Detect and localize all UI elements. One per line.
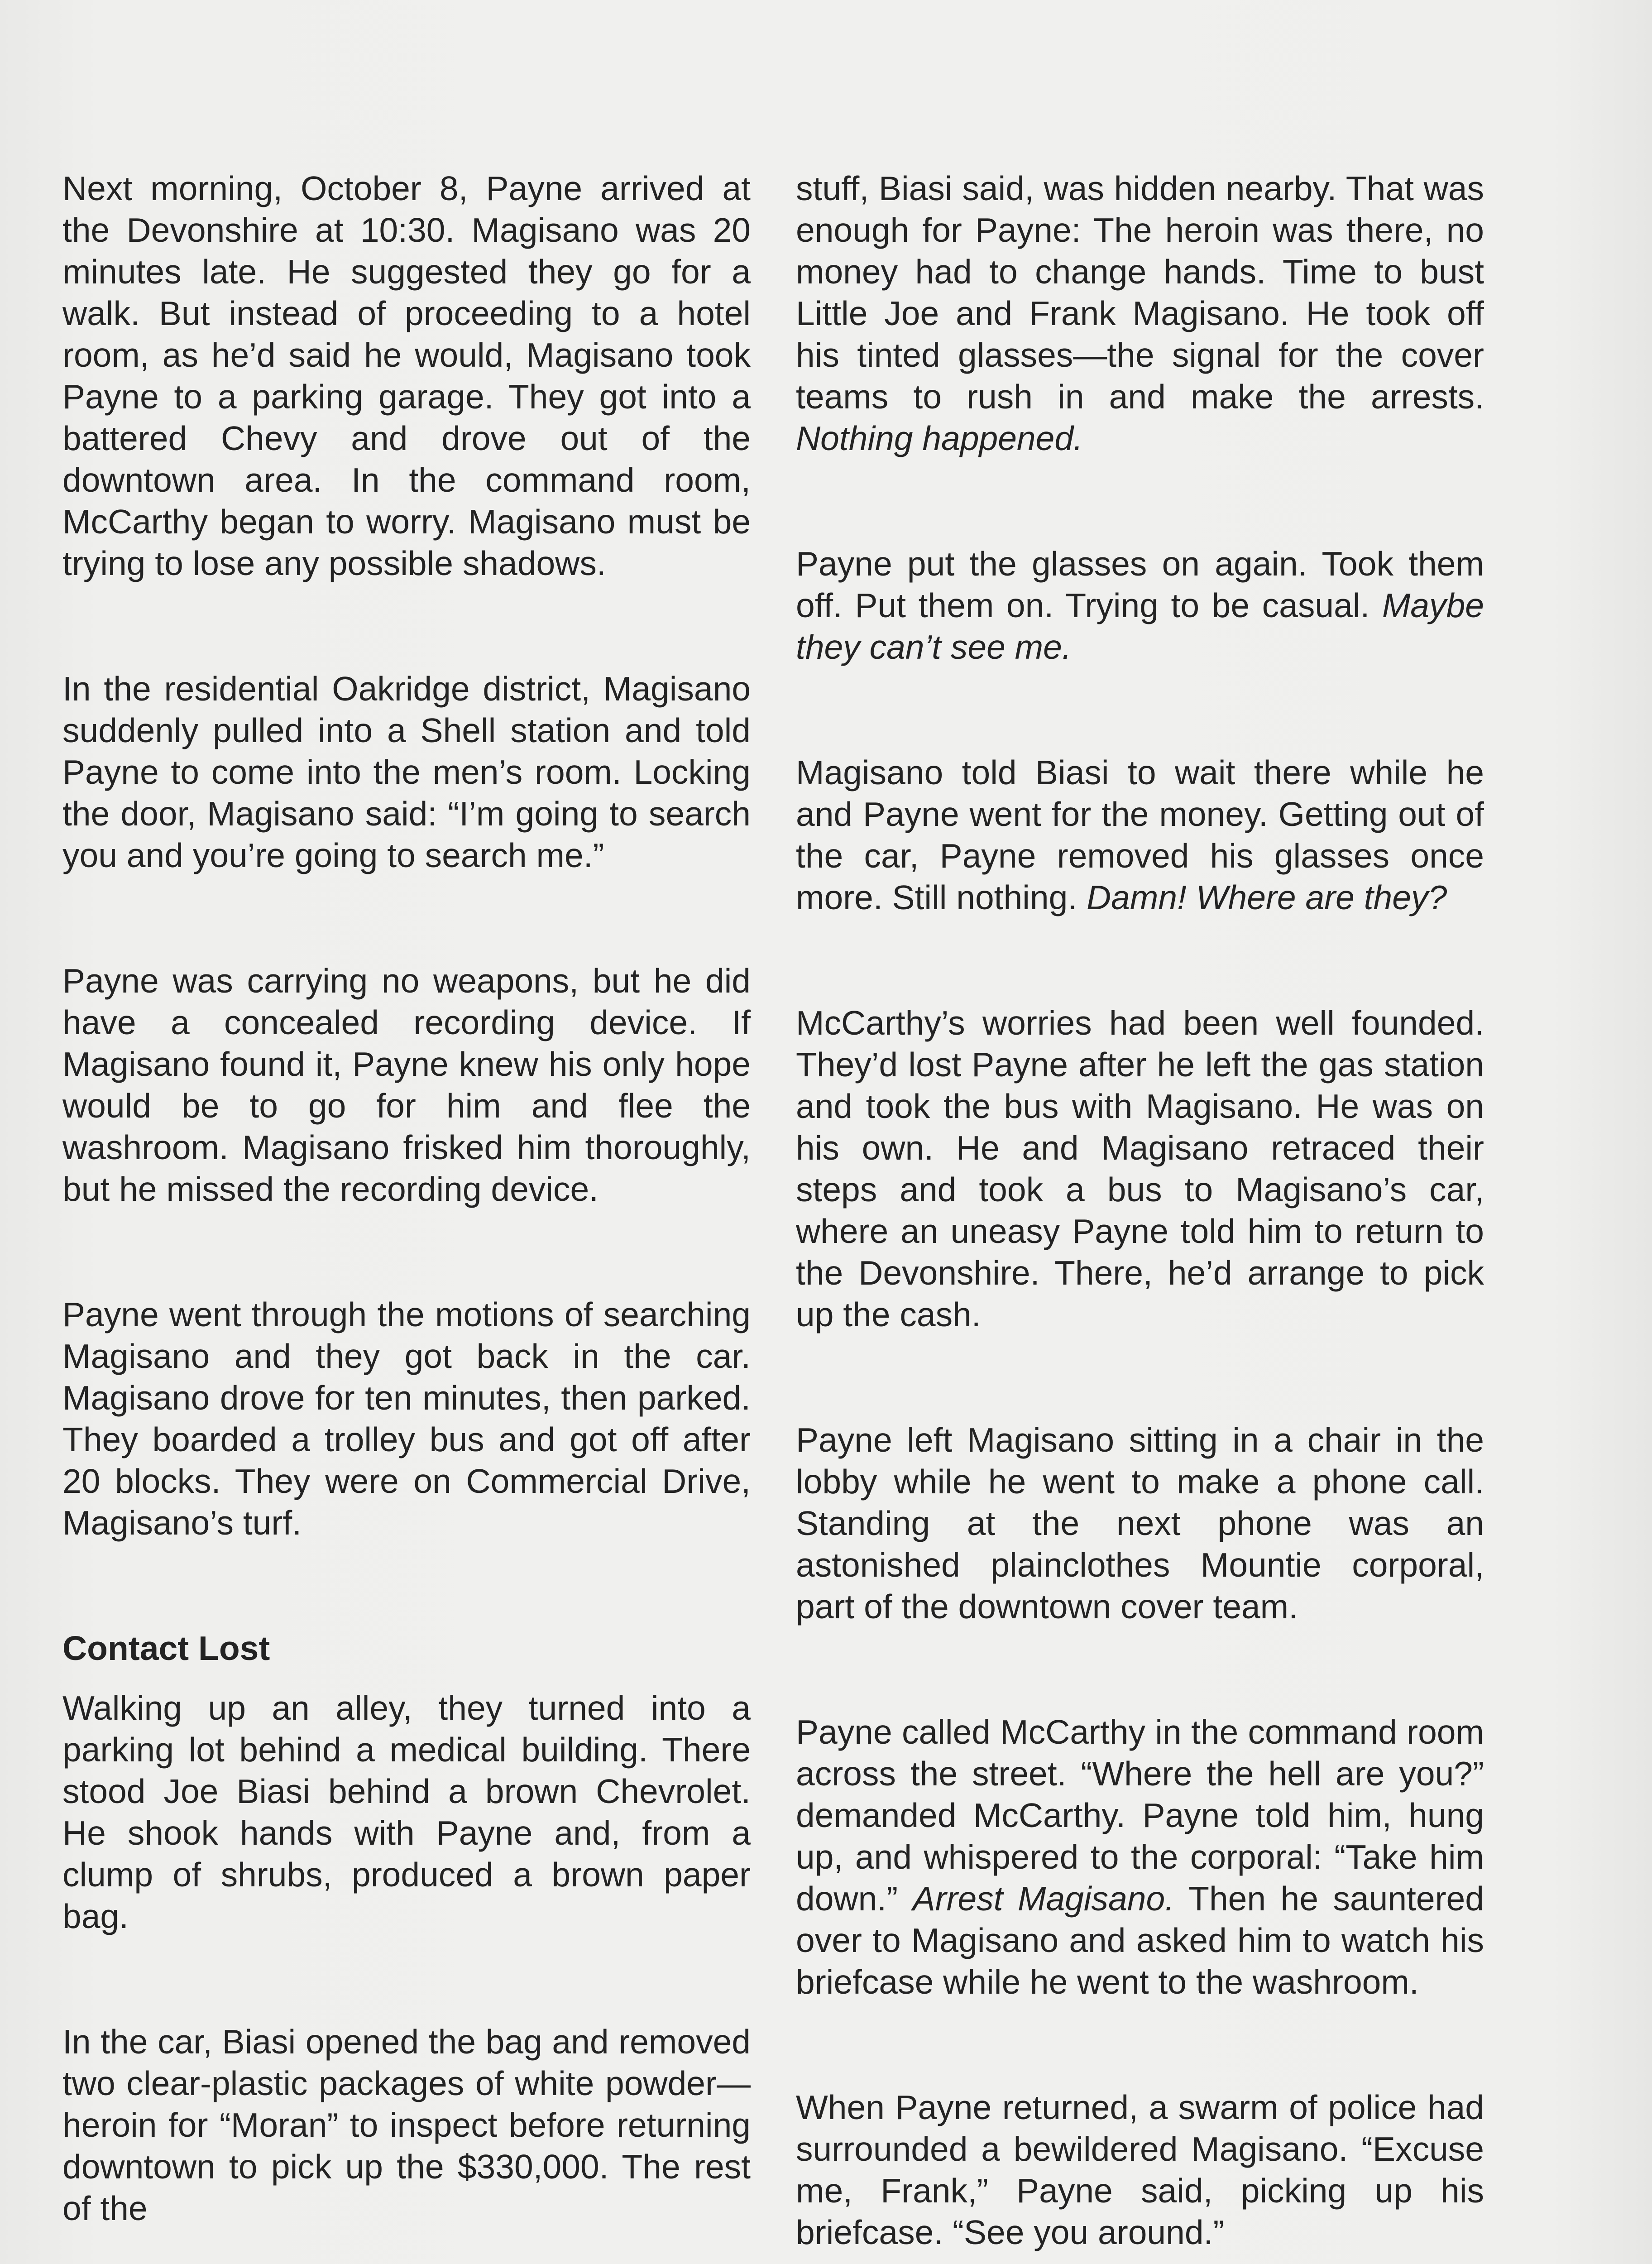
paragraph: In the car, Biasi opened the bag and removed two clear-plastic packages of white powder—heroin for “Moran” to inspect before returning downtown to pick up the $330,000. The rest of the: [62, 2023, 751, 2227]
paragraph: Next morning, October 8, Payne arrived at the Devonshire at 10:30. Magisano was 20 minutes late. He suggested they go for a walk. But instead of proceeding to a hotel room, as he’d said he would, Magisano took Payne to a parking garage. They got into a battered Chevy and drove out of the downtown area. In the command room, McCarthy began to worry. Magisano must be trying to lose any possible shadows.: [62, 169, 751, 582]
paragraph-text: Payne called McCarthy in the command room across the street. “Where the hell are you?” demanded McCarthy. Payne told him, hung up, and whispered to the corporal: “Take him down.”: [796, 1713, 1484, 1918]
paragraph: [796, 1711, 1484, 2003]
paragraph: Payne went through the motions of searching Magisano and they got back in the car. Magisano drove for ten minutes, then parked. They boarded a trolley bus and got off after 20 blocks. They were on Commercial Drive, Magisano’s turf.: [62, 1295, 751, 1542]
paragraph: [796, 543, 1484, 668]
paragraph: Payne left Magisano sitting in a chair in the lobby while he went to make a phone call. Standing at the next phone was an astonished plainclothes Mountie corporal, part of the downtown cover team.: [796, 1421, 1484, 1626]
paragraph: McCarthy’s worries had been well founded. They’d lost Payne after he left the gas station and took the bus with Magisano. He was on his own. He and Magisano retraced their steps and took a bus to Magisano’s car, where an uneasy Payne told him to return to the Devonshire. There, he’d arrange to pick up the cash.: [796, 1004, 1484, 1333]
italic-emphasis: Maybe they can’t see me.: [796, 586, 1484, 666]
paragraph: Walking up an alley, they turned into a parking lot behind a medical building. There stood Joe Biasi behind a brown Chevrolet. He shook hands with Payne and, from a clump of shrubs, produced a brown paper bag.: [62, 1689, 751, 1935]
italic-emphasis: Nothing happened.: [796, 419, 1083, 457]
right-column: [796, 168, 1484, 2253]
paragraph-text: Magisano told Biasi to wait there while he and Payne went for the money. Getting out of the car, Payne removed his glasses once more. Still nothing.: [796, 753, 1484, 916]
paragraph: [796, 168, 1484, 459]
paragraph-text: stuff, Biasi said, was hidden nearby. That was enough for Payne: The heroin was there, no money had to change hands. Time to bust Little Joe and Frank Magisano. He took off his tinted glasses—the signal for the cover teams to rush in and make the arrests.: [796, 169, 1484, 416]
paragraph-text: Payne put the glasses on again. Took them off. Put them on. Trying to be casual.: [796, 545, 1484, 624]
italic-emphasis: Damn! Where are they?: [1086, 878, 1447, 916]
left-column: [62, 168, 751, 2229]
italic-emphasis: Arrest Magisano.: [912, 1880, 1175, 1918]
paragraph: [796, 752, 1484, 918]
paragraph: In the residential Oakridge district, Magisano suddenly pulled into a Shell station and told Payne to come into the men’s room. Locking the door, Magisano said: “I’m going to search you and you’re going to search me.”: [62, 670, 751, 874]
paragraph: Payne was carrying no weapons, but he did have a concealed recording device. If Magisano found it, Payne knew his only hope would be to go for him and flee the washroom. Magisano frisked him thoroughly, but he missed the recording device.: [62, 962, 751, 1208]
paragraph: When Payne returned, a swarm of police had surrounded a bewildered Magisano. “Excuse me, Frank,” Payne said, picking up his briefcase. “See you around.”: [796, 2088, 1484, 2251]
paragraph-text: Then he sauntered over to Magisano and asked him to watch his briefcase while he went to the washroom.: [796, 1880, 1484, 2001]
section-heading: Contact Lost: [62, 1629, 270, 1667]
